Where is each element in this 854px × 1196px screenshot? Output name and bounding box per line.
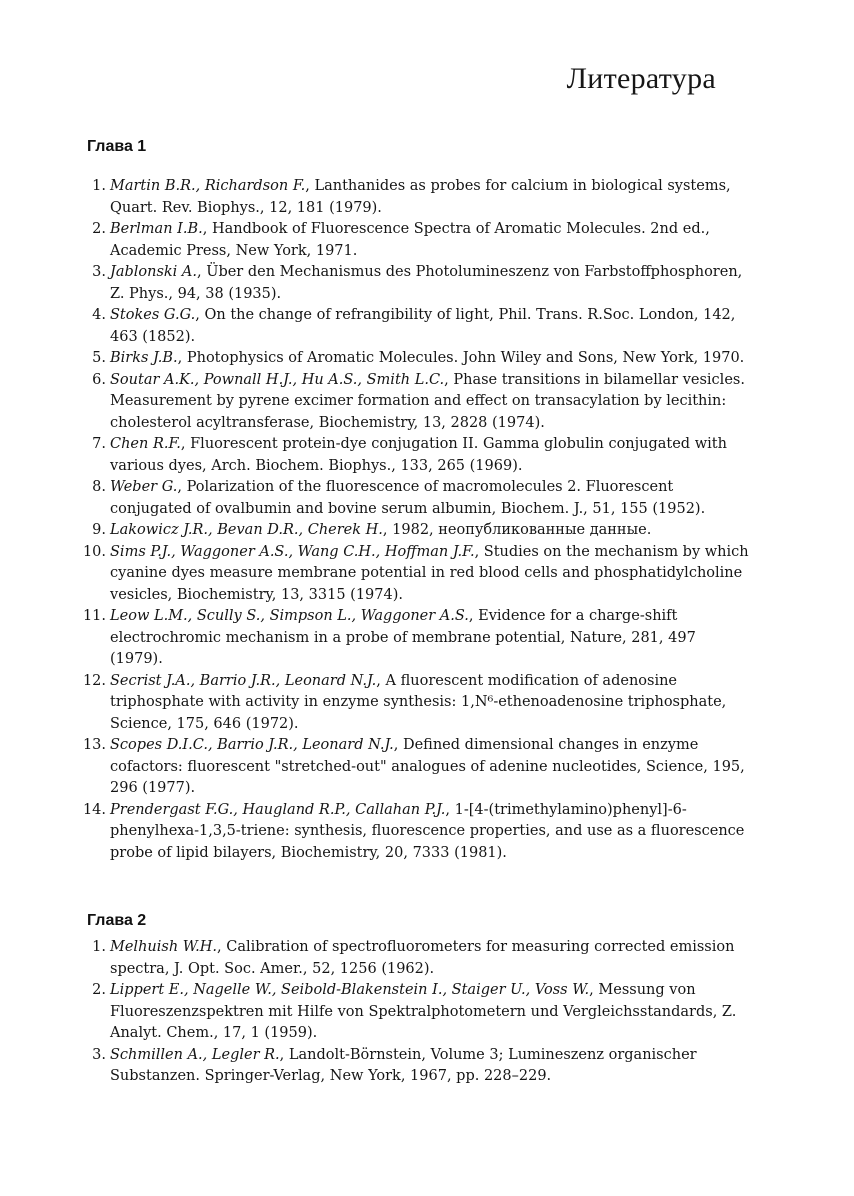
reference-number: 11. <box>82 608 106 624</box>
reference-text: , Evidence for a charge-shift electrochromic mechanism in a probe of membrane potential, Nature, 281, 497 (1979). <box>110 608 696 667</box>
reference-authors: Prendergast F.G., Haugland R.P., Callahan P.J. <box>110 801 446 818</box>
reference-item <box>80 542 752 607</box>
reference-authors: Secrist J.A., Barrio J.R., Leonard N.J. <box>110 672 377 689</box>
reference-text: , Über den Mechanismus des Photolumineszenz von Farbstoffphosphoren, Z. Phys., 94, 38 (1935). <box>110 264 743 302</box>
reference-text: , Photophysics of Aromatic Molecules. John Wiley and Sons, New York, 1970. <box>177 350 745 366</box>
reference-number: 1. <box>92 939 106 955</box>
reference-number: 13. <box>82 737 106 753</box>
reference-item <box>80 370 752 435</box>
reference-item <box>80 348 752 370</box>
reference-number: 10. <box>82 543 106 560</box>
reference-number: 3. <box>92 264 106 280</box>
reference-item <box>80 219 752 262</box>
reference-authors: Birks J.B. <box>110 350 178 366</box>
reference-text: , Defined dimensional changes in enzyme cofactors: fluorescent "stretched-out" analogues of adenine nucleotides, Science, 195, 296 (1977). <box>110 737 745 796</box>
reference-item <box>80 980 752 1045</box>
reference-text: , Studies on the mechanism by which cyanine dyes measure membrane potential in red blood cells and phosphatidylcholine vesicles, Biochemistry, 13, 3315 (1974). <box>110 543 749 603</box>
reference-authors: Weber G. <box>110 479 178 495</box>
reference-text: , Phase transitions in bilamellar vesicles. Measurement by pyrene excimer formation and effect on transacylation by lecithin: cholesterol acyltransferase, Biochemistry, 13, 2828 (1974). <box>110 371 745 431</box>
reference-text: , Messung von Fluoreszenzspektren mit Hilfe von Spektralphotometern und Vergleichsstandards, Z. Analyt. Chem., 17, 1 (1959). <box>110 982 737 1041</box>
reference-number: 14. <box>82 801 106 818</box>
reference-text: , 1982, неопубликованные данные. <box>382 522 652 538</box>
reference-number: 2. <box>92 982 106 998</box>
reference-number: 3. <box>92 1046 106 1063</box>
chapter-1-heading: Глава 1 <box>87 138 147 155</box>
reference-authors: Schmillen A., Legler R. <box>110 1046 280 1063</box>
reference-item <box>80 937 752 980</box>
reference-item <box>80 735 752 800</box>
reference-authors: Soutar A.K., Pownall H.J., Hu A.S., Smith L.C. <box>110 371 445 388</box>
chapter-1-reference-list <box>80 176 752 864</box>
reference-text: , A fluorescent modification of adenosine triphosphate with activity in enzyme synthesis: 1,N⁶-ethenoadenosine triphosphate, Science, 175, 646 (1972). <box>110 672 727 732</box>
reference-item <box>80 305 752 348</box>
reference-authors: Jablonski A. <box>110 264 197 280</box>
reference-authors: Stokes G.G. <box>110 307 196 323</box>
reference-item <box>80 800 752 865</box>
reference-authors: Chen R.F. <box>110 436 181 452</box>
reference-authors: Berlman I.B. <box>110 221 203 237</box>
reference-text: , Landolt-Börnstein, Volume 3; Lumineszenz organischer Substanzen. Springer-Verlag, New York, 1967, pp. 228–229. <box>110 1046 697 1084</box>
reference-number: 2. <box>92 221 106 237</box>
reference-authors: Scopes D.I.C., Barrio J.R., Leonard N.J. <box>110 737 394 753</box>
reference-authors: Lakowicz J.R., Bevan D.R., Cherek H. <box>110 522 383 538</box>
page-title: Литература <box>566 62 716 95</box>
reference-authors: Martin B.R., Richardson F. <box>110 178 306 194</box>
reference-number: 7. <box>92 436 106 452</box>
reference-item <box>80 520 752 542</box>
reference-item <box>80 262 752 305</box>
reference-authors: Melhuish W.H. <box>110 939 218 955</box>
reference-item <box>80 176 752 219</box>
chapter-2-heading: Глава 2 <box>87 912 147 929</box>
reference-authors: Lippert E., Nagelle W., Seibold-Blakenstein I., Staiger U., Voss W. <box>110 982 590 998</box>
reference-text: , Fluorescent protein-dye conjugation II. Gamma globulin conjugated with various dyes, Arch. Biochem. Biophys., 133, 265 (1969). <box>110 436 727 474</box>
reference-text: , Handbook of Fluorescence Spectra of Aromatic Molecules. 2nd ed., Academic Press, New York, 1971. <box>110 221 710 259</box>
reference-text: , Polarization of the fluorescence of macromolecules 2. Fluorescent conjugated of ovalbumin and bovine serum albumin, Biochem. J., 51, 155 (1952). <box>110 479 706 517</box>
reference-item <box>80 671 752 736</box>
reference-number: 12. <box>82 672 106 689</box>
chapter-2-reference-list <box>80 937 752 1088</box>
reference-text: , Lanthanides as probes for calcium in biological systems, Quart. Rev. Biophys., 12, 181 (1979). <box>110 178 731 216</box>
reference-number: 1. <box>92 178 106 194</box>
reference-item <box>80 477 752 520</box>
reference-item <box>80 434 752 477</box>
reference-authors: Leow L.M., Scully S., Simpson L., Waggoner A.S. <box>110 608 469 624</box>
reference-text: , 1-[4-(trimethylamino)phenyl]-6-phenylhexa-1,3,5-triene: synthesis, fluorescence properties, and use as a fluorescence probe of lipid bilayers, Biochemistry, 20, 7333 (1981). <box>110 801 745 861</box>
reference-number: 4. <box>92 307 106 323</box>
reference-number: 5. <box>92 350 106 366</box>
reference-text: , On the change of refrangibility of light, Phil. Trans. R.Soc. London, 142, 463 (1852). <box>110 307 736 345</box>
reference-item <box>80 1045 752 1088</box>
reference-number: 9. <box>92 522 106 538</box>
reference-number: 8. <box>92 479 106 495</box>
reference-text: , Calibration of spectrofluorometers for measuring corrected emission spectra, J. Opt. Soc. Amer., 52, 1256 (1962). <box>110 939 735 977</box>
reference-number: 6. <box>92 371 106 388</box>
reference-authors: Sims P.J., Waggoner A.S., Wang C.H., Hoffman J.F. <box>110 543 475 560</box>
reference-item <box>80 606 752 671</box>
